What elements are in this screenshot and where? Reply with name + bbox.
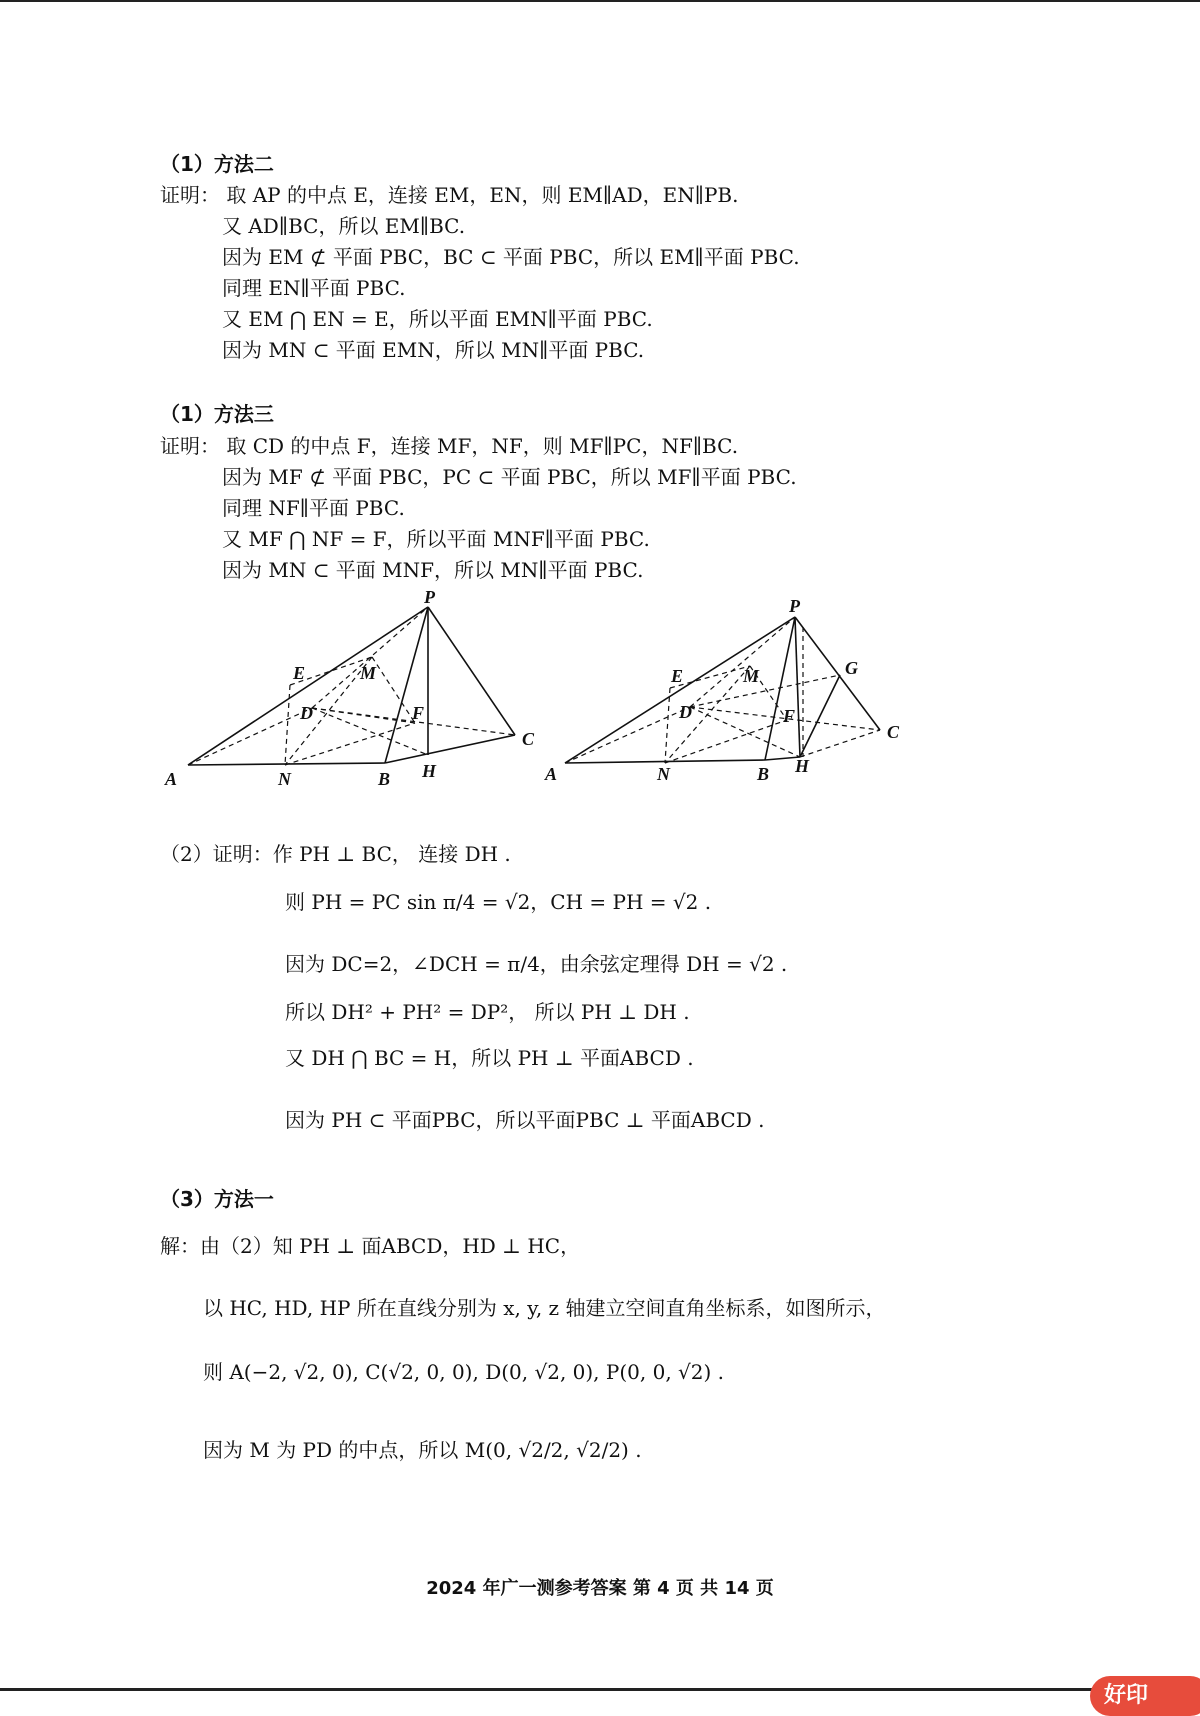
label-N: N (278, 769, 291, 789)
method2-line-6: 因为 MN ⊂ 平面 EMN，所以 MN∥平面 PBC. (222, 338, 645, 362)
method2-line-2: 又 AD∥BC，所以 EM∥BC. (222, 214, 466, 238)
part2-line-3: 因为 DC=2，∠DCH = π/4，由余弦定理得 DH = √2 . (285, 952, 788, 976)
method2-line-3: 因为 EM ⊄ 平面 PBC，BC ⊂ 平面 PBC，所以 EM∥平面 PBC. (222, 245, 800, 269)
print-badge[interactable]: 好印 (1090, 1676, 1200, 1716)
method2-heading: （1）方法二 (160, 152, 274, 176)
label-H: H (422, 761, 437, 781)
pyramid-figure-2 (545, 596, 925, 790)
label-P: P (789, 596, 800, 616)
part3-line-4: 因为 M 为 PD 的中点，所以 M(0, √2/2, √2/2) . (203, 1438, 642, 1462)
method3-line-1: 证明： 取 CD 的中点 F，连接 MF，NF，则 MF∥PC，NF∥BC. (160, 434, 739, 458)
part3-line-1: 解：由（2）知 PH ⊥ 面ABCD，HD ⊥ HC， (160, 1234, 581, 1258)
label-G: G (845, 658, 858, 678)
label-A: A (165, 769, 178, 789)
part3-heading: （3）方法一 (160, 1187, 274, 1211)
part2-line-4: 所以 DH² + PH² = DP²， 所以 PH ⊥ DH . (285, 1000, 690, 1024)
figure-1-labels (164, 587, 535, 789)
label-M: M (360, 663, 377, 683)
method3-line-3: 同理 NF∥平面 PBC. (222, 496, 405, 520)
label-D: D (300, 703, 313, 723)
label-F: F (783, 706, 796, 726)
label-H: H (795, 756, 810, 776)
bottom-border (0, 1688, 1200, 1691)
pyramid-figure-1 (160, 587, 560, 795)
label-B: B (378, 769, 391, 789)
label-M: M (743, 666, 760, 686)
label-E: E (293, 663, 306, 683)
label-F: F (412, 703, 425, 723)
label-N: N (657, 764, 670, 784)
part3-line-3: 则 A(−2, √2, 0), C(√2, 0, 0), D(0, √2, 0), P(0, 0, √2) . (203, 1360, 725, 1384)
label-C: C (522, 729, 535, 749)
method2-line-5: 又 EM ⋂ EN = E，所以平面 EMN∥平面 PBC. (222, 307, 653, 331)
method3-line-5: 因为 MN ⊂ 平面 MNF，所以 MN∥平面 PBC. (222, 558, 644, 582)
figure-2-labels (544, 596, 900, 784)
label-E: E (671, 666, 684, 686)
label-D: D (679, 702, 692, 722)
part2-line-1: （2）证明：作 PH ⊥ BC， 连接 DH . (160, 842, 511, 866)
method3-line-4: 又 MF ⋂ NF = F，所以平面 MNF∥平面 PBC. (222, 527, 650, 551)
label-P: P (424, 587, 435, 607)
label-B: B (757, 764, 770, 784)
part2-line-6: 因为 PH ⊂ 平面PBC，所以平面PBC ⊥ 平面ABCD . (285, 1108, 765, 1132)
method2-line-4: 同理 EN∥平面 PBC. (222, 276, 406, 300)
part3-line-2: 以 HC, HD, HP 所在直线分别为 x, y, z 轴建立空间直角坐标系，如图所示， (203, 1296, 886, 1320)
part2-line-5: 又 DH ⋂ BC = H，所以 PH ⊥ 平面ABCD . (285, 1046, 694, 1070)
method2-line-1: 证明： 取 AP 的中点 E，连接 EM，EN，则 EM∥AD，EN∥PB. (160, 183, 739, 207)
top-border (0, 0, 1200, 2)
page-footer: 2024 年广一测参考答案 第 4 页 共 14 页 (426, 1578, 774, 1599)
method3-line-2: 因为 MF ⊄ 平面 PBC，PC ⊂ 平面 PBC，所以 MF∥平面 PBC. (222, 465, 797, 489)
method3-heading: （1）方法三 (160, 402, 274, 426)
label-A: A (545, 764, 558, 784)
label-C: C (887, 722, 900, 742)
part2-line-2: 则 PH = PC sin π/4 = √2，CH = PH = √2 . (285, 890, 712, 914)
